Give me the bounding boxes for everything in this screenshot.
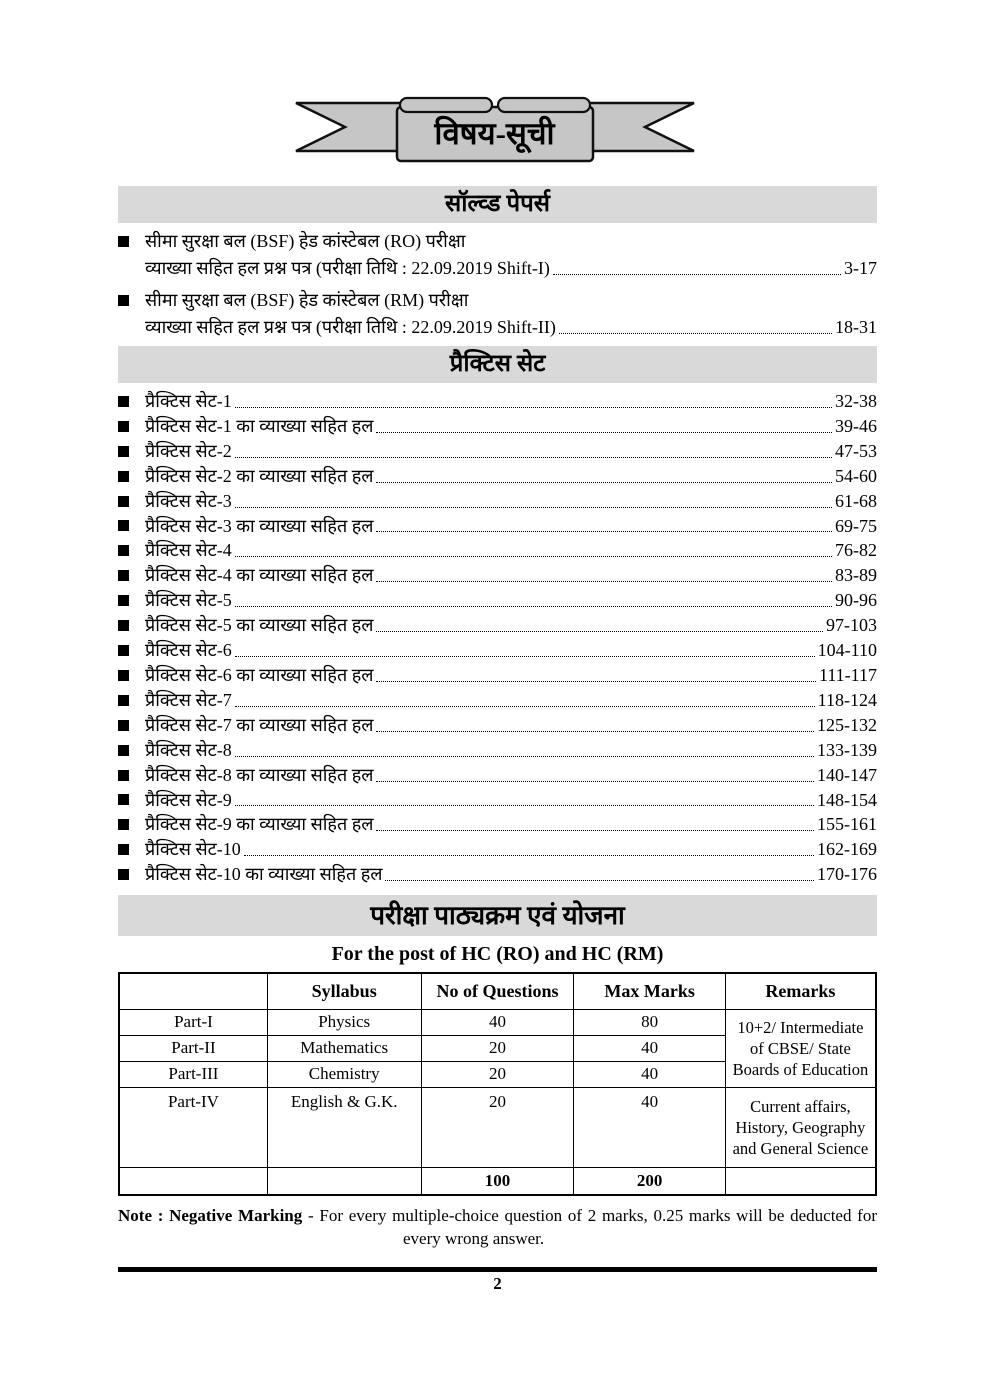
toc-item-pages: 90-96 [835,590,877,611]
table-row [119,1009,876,1035]
toc-item-label: प्रैक्टिस सेट-10 [145,839,241,860]
dot-leader [553,274,841,275]
footer-rule [118,1267,877,1272]
entry-subtitle: व्याख्या सहित हल प्रश्न पत्र (परीक्षा तिथि : 22.09.2019 Shift-II) [145,317,556,337]
cell-syllabus: Chemistry [267,1061,421,1087]
toc-item-label: प्रैक्टिस सेट-6 [145,640,232,661]
toc-item [118,713,877,738]
toc-item-label: प्रैक्टिस सेट-5 का व्याख्या सहित हल [145,615,374,636]
cell-marks: 40 [574,1087,725,1167]
toc-item [118,414,877,439]
toc-item-pages: 69-75 [835,515,877,536]
toc-item-pages: 39-46 [835,415,877,436]
toc-item [118,812,877,837]
entry-title: सीमा सुरक्षा बल (BSF) हेड कांस्टेबल (RM) परीक्षा [145,290,469,310]
cell-empty [267,1167,421,1195]
toc-item [118,688,877,713]
syllabus-heading [118,895,877,936]
dot-leader [376,482,832,483]
toc-item-pages: 140-147 [817,764,877,785]
bullet-square-icon [118,421,129,432]
toc-item-label: प्रैक्टिस सेट-1 [145,391,232,411]
bullet-square-icon [118,670,129,681]
bullet-square-icon [118,520,129,531]
toc-item-label: प्रैक्टिस सेट-3 [145,490,232,511]
entry-pages: 3-17 [844,258,877,278]
toc-item-label: प्रैक्टिस सेट-3 का व्याख्या सहित हल [145,515,374,536]
toc-item [118,638,877,663]
practice-sets-heading [118,346,877,383]
cell-total-marks: 200 [574,1167,725,1195]
entry-subtitle: व्याख्या सहित हल प्रश्न पत्र (परीक्षा तिथि : 22.09.2019 Shift-I) [145,258,550,278]
toc-item-pages: 111-117 [819,664,877,685]
toc-item [118,763,877,788]
cell-part: Part-II [119,1035,267,1061]
table-subtitle: For the post of HC (RO) and HC (RM) [331,943,664,966]
cell-part: Part-III [119,1061,267,1087]
bullet-square-icon [118,819,129,830]
practice-set-list [118,389,877,887]
toc-item-pages: 76-82 [835,540,877,561]
cell-part: Part-I [119,1009,267,1035]
toc-item-pages: 170-176 [817,864,877,885]
dot-leader [235,756,814,757]
header-marks: Max Marks [574,973,725,1009]
syllabus-heading-label: परीक्षा पाठ्यक्रम एवं योजना [370,901,625,931]
toc-item-pages: 61-68 [835,490,877,511]
dot-leader [376,432,832,433]
toc-item-label: प्रैक्टिस सेट-4 का व्याख्या सहित हल [145,565,374,586]
toc-item-pages: 155-161 [817,814,877,835]
toc-item [118,439,877,464]
table-row [119,1087,876,1167]
header-empty [119,973,267,1009]
dot-leader [235,407,832,408]
dot-leader [376,731,814,732]
toc-item [118,389,877,414]
cell-empty [119,1167,267,1195]
bullet-square-icon [118,770,129,781]
cell-part: Part-IV [119,1087,267,1167]
dot-leader [235,656,815,657]
toc-item-label: प्रैक्टिस सेट-2 [145,440,232,461]
bullet-square-icon [118,745,129,756]
toc-item-label: प्रैक्टिस सेट-10 का व्याख्या सहित हल [145,864,383,885]
dot-leader [235,606,832,607]
bullet-square-icon [118,645,129,656]
page-number: 2 [493,1274,502,1294]
bullet-square-icon [118,446,129,457]
bullet-square-icon [118,794,129,805]
dot-leader [376,631,823,632]
dot-leader [376,581,832,582]
dot-leader [385,880,814,881]
toc-item-label: प्रैक्टिस सेट-9 [145,789,232,810]
dot-leader [376,781,814,782]
solved-paper-entry [118,228,877,282]
toc-item-label: प्रैक्टिस सेट-8 [145,739,232,760]
dot-leader [376,830,814,831]
toc-item-label: प्रैक्टिस सेट-4 [145,540,232,561]
dot-leader [235,507,832,508]
negative-marking-note [118,1204,877,1250]
note-body: - For every multiple-choice question of 2 marks, 0.25 marks will be deducted for every wrong answer. [307,1206,877,1249]
toc-item [118,788,877,813]
bullet-square-icon [118,396,129,407]
toc-item-label: प्रैक्टिस सेट-7 [145,689,232,710]
toc-item [118,837,877,862]
toc-item-label: प्रैक्टिस सेट-9 का व्याख्या सहित हल [145,814,374,835]
cell-questions: 20 [421,1035,574,1061]
cell-remarks-merged: 10+2/ Intermediate of CBSE/ State Boards of Education [725,1009,876,1087]
dot-leader [235,706,815,707]
toc-item-pages: 125-132 [817,714,877,735]
bullet-square-icon [118,595,129,606]
toc-item [118,738,877,763]
bullet-square-icon [118,236,129,247]
toc-item [118,613,877,638]
cell-empty [725,1167,876,1195]
table-totals-row [119,1167,876,1195]
toc-item-pages: 104-110 [817,640,877,661]
toc-item-pages: 133-139 [817,739,877,760]
toc-item-label: प्रैक्टिस सेट-7 का व्याख्या सहित हल [145,714,374,735]
title-ribbon [293,93,697,165]
dot-leader [376,531,832,532]
entry-title: सीमा सुरक्षा बल (BSF) हेड कांस्टेबल (RO) परीक्षा [145,231,466,251]
practice-sets-heading-label: प्रैक्टिस सेट [449,351,546,377]
toc-item-label: प्रैक्टिस सेट-1 का व्याख्या सहित हल [145,415,374,436]
toc-item-pages: 32-38 [835,391,877,411]
header-questions: No of Questions [421,973,574,1009]
bullet-square-icon [118,295,129,306]
toc-item-pages: 118-124 [817,689,877,710]
bullet-square-icon [118,844,129,855]
cell-syllabus: Mathematics [267,1035,421,1061]
bullet-square-icon [118,471,129,482]
toc-item-pages: 54-60 [835,465,877,486]
toc-item [118,588,877,613]
toc-item-pages: 83-89 [835,565,877,586]
toc-item [118,489,877,514]
toc-item-pages: 148-154 [817,789,877,810]
cell-syllabus: English & G.K. [267,1087,421,1167]
toc-item [118,514,877,539]
toc-item [118,563,877,588]
entry-pages: 18-31 [835,317,877,337]
cell-marks: 80 [574,1009,725,1035]
dot-leader [376,681,816,682]
header-remarks: Remarks [725,973,876,1009]
toc-item [118,538,877,563]
cell-marks: 40 [574,1035,725,1061]
dot-leader [244,855,814,856]
toc-item [118,464,877,489]
toc-page [0,93,989,1294]
toc-item-pages: 162-169 [817,839,877,860]
solved-paper-entry [118,287,877,341]
toc-item-label: प्रैक्टिस सेट-5 [145,590,232,611]
toc-item [118,663,877,688]
bullet-square-icon [118,720,129,731]
bullet-square-icon [118,496,129,507]
dot-leader [559,333,832,334]
cell-remarks: Current affairs, History, Geography and General Science [725,1087,876,1167]
dot-leader [235,556,832,557]
dot-leader [235,805,814,806]
cell-syllabus: Physics [267,1009,421,1035]
toc-item-pages: 97-103 [826,615,877,636]
syllabus-table [118,972,877,1196]
cell-questions: 40 [421,1009,574,1035]
note-label: Note : Negative Marking [118,1206,303,1226]
dot-leader [235,457,832,458]
page-title: विषय-सूची [434,116,555,151]
cell-marks: 40 [574,1061,725,1087]
toc-item-label: प्रैक्टिस सेट-6 का व्याख्या सहित हल [145,664,374,685]
toc-item [118,862,877,887]
bullet-square-icon [118,620,129,631]
header-syllabus: Syllabus [267,973,421,1009]
toc-item-label: प्रैक्टिस सेट-8 का व्याख्या सहित हल [145,764,374,785]
bullet-square-icon [118,545,129,556]
table-header-row [119,973,876,1009]
solved-papers-heading-label: सॉल्व्ड पेपर्स [445,191,550,217]
cell-questions: 20 [421,1087,574,1167]
cell-total-questions: 100 [421,1167,574,1195]
bullet-square-icon [118,869,129,880]
solved-papers-heading [118,186,877,223]
bullet-square-icon [118,695,129,706]
cell-questions: 20 [421,1061,574,1087]
toc-item-pages: 47-53 [835,440,877,461]
bullet-square-icon [118,570,129,581]
toc-item-label: प्रैक्टिस सेट-2 का व्याख्या सहित हल [145,465,374,486]
